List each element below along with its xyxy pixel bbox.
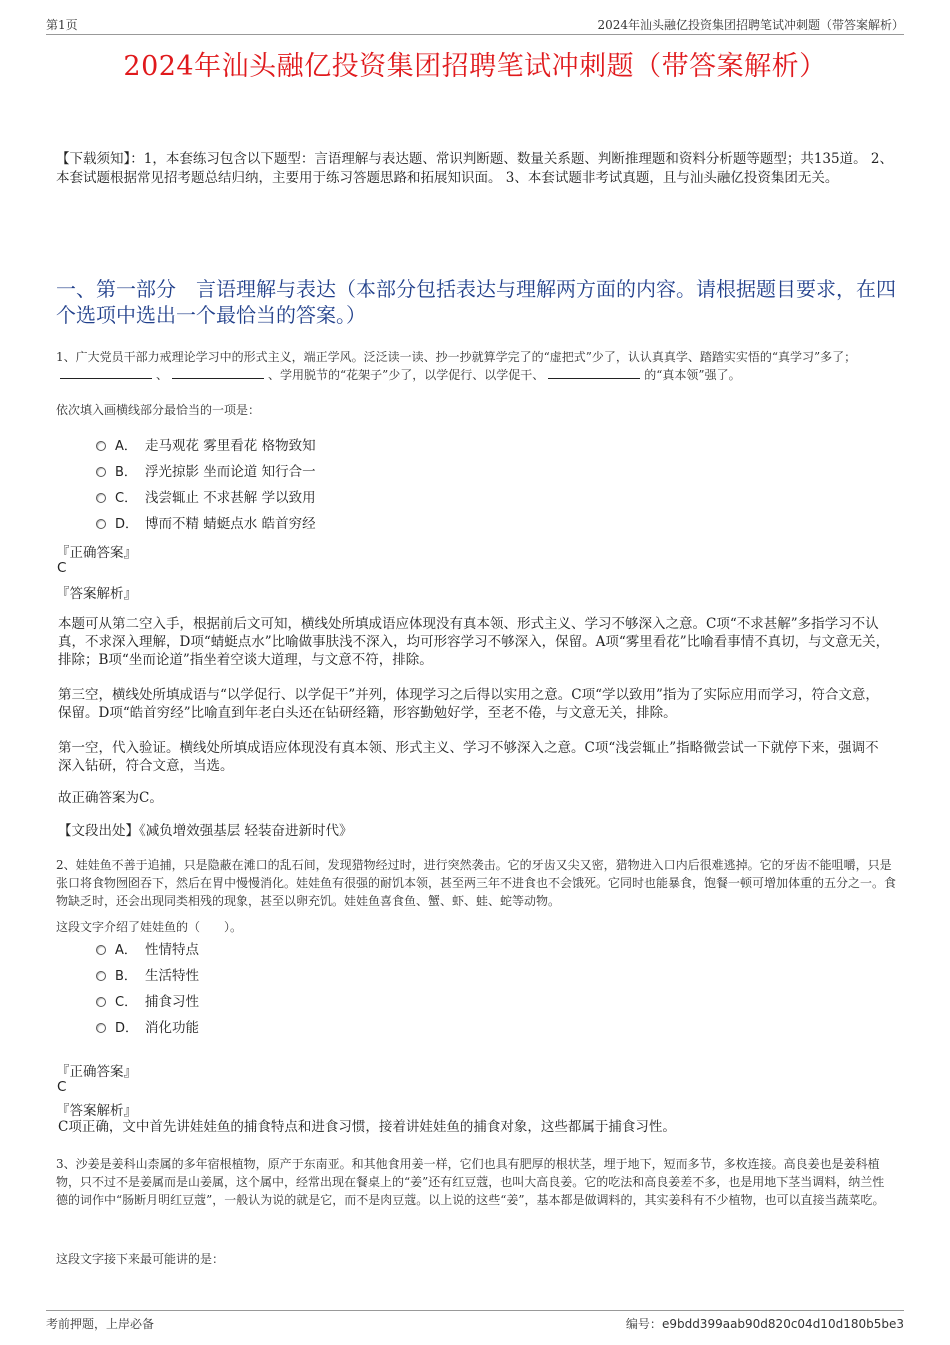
fill-blank-2 xyxy=(172,366,264,379)
option-c[interactable]: C． 浅尝辄止 不求甚解 学以致用 xyxy=(96,485,316,511)
question-1-stem-text-a: 1、广大党员干部力戒理论学习中的形式主义，端正学风。泛泛读一读、抄一抄就算学完了的“虚把式”少了，认认真真学、踏踏实实悟的“真学习”多了； xyxy=(56,350,857,364)
question-2-prompt: 这段文字介绍了娃娃鱼的（ ）。 xyxy=(56,920,243,934)
option-d[interactable]: D． 消化功能 xyxy=(96,1015,199,1041)
question-2-options xyxy=(96,937,199,1041)
analysis-paragraph-2: 第三空，横线处所填成语与“以学促行、以学促干”并列，体现学习之后得以实用之意。C项“学以致用”指为了实际应用而学习，符合文意，保留。D项“皓首穷经”比喻直到年老白头还在钻研经籍，形容勤勉好学，至老不倦，与文意无关，排除。 xyxy=(58,687,879,721)
radio-icon[interactable] xyxy=(96,1023,106,1033)
question-2-stem: 2、娃娃鱼不善于追捕，只是隐蔽在滩口的乱石间，发现猎物经过时，进行突然袭击。它的牙齿又尖又密，猎物进入口内后很难逃掉。它的牙齿不能咀嚼，只是张口将食物囫囵吞下，然后在胃中慢慢消化。娃娃鱼有很强的耐饥本领，甚至两三年不进食也不会饿死。它同时也能暴食，饱餐一顿可增加体重的五分之一。食物缺乏时，还会出现同类相残的现象，甚至以卵充饥。娃娃鱼喜食鱼、蟹、虾、蛙、蛇等动物。 xyxy=(56,858,897,908)
answer-analysis-label: 『答案解析』 xyxy=(56,586,137,602)
question-1-options xyxy=(96,433,316,537)
question-1-prompt: 依次填入画横线部分最恰当的一项是： xyxy=(56,403,261,417)
header-doc-title: 2024年汕头融亿投资集团招聘笔试冲刺题（带答案解析） xyxy=(597,18,904,32)
footer-slogan: 考前押题，上岸必备 xyxy=(46,1317,155,1331)
option-a[interactable]: A． 走马观花 雾里看花 格物致知 xyxy=(96,433,316,459)
correct-answer: C xyxy=(57,560,67,576)
fill-blank-1 xyxy=(60,366,152,379)
radio-icon[interactable] xyxy=(96,997,106,1007)
document-code xyxy=(626,1315,904,1332)
text-source: 【文段出处】《减负增效强基层 轻装奋进新时代》 xyxy=(58,823,353,839)
radio-icon[interactable] xyxy=(96,945,106,955)
fill-blank-3 xyxy=(548,366,640,379)
code-label: 编号： xyxy=(625,1317,662,1331)
page-footer xyxy=(46,1310,904,1333)
analysis-paragraph-1: 本题可从第二空入手，根据前后文可知，横线处所填成语应体现没有真本领、形式主义、学习不够深入之意。C项“不求甚解”多指学习不认真，不求深入理解，D项“蜻蜓点水”比喻做事肤浅不深入，均可形容学习不够深入，保留。A项“雾里看花”比喻看事情不真切，与文意无关，排除；B项“坐而论道”指坐着空谈大道理，与文意不符，排除。 xyxy=(58,616,890,668)
document-title: 2024年汕头融亿投资集团招聘笔试冲刺题（带答案解析） xyxy=(123,51,827,82)
section-heading: 一、第一部分 言语理解与表达（本部分包括表达与理解两方面的内容。请根据题目要求，在四个选项中选出一个最恰当的答案。） xyxy=(56,277,896,327)
question-3-prompt: 这段文字接下来最可能讲的是： xyxy=(56,1252,225,1266)
option-b[interactable]: B． 浮光掠影 坐而论道 知行合一 xyxy=(96,459,316,485)
analysis-conclusion: 故正确答案为C。 xyxy=(58,790,163,806)
radio-icon[interactable] xyxy=(96,971,106,981)
question-1-stem xyxy=(56,348,896,384)
option-c[interactable]: C． 捕食习性 xyxy=(96,989,199,1015)
correct-answer-label: 『正确答案』 xyxy=(56,545,137,561)
option-d[interactable]: D． 博而不精 蜻蜓点水 皓首穷经 xyxy=(96,511,316,537)
radio-icon[interactable] xyxy=(96,467,106,477)
radio-icon[interactable] xyxy=(96,493,106,503)
option-a[interactable]: A． 性情特点 xyxy=(96,937,199,963)
download-notice: 【下载须知】：1，本套练习包含以下题型：言语理解与表达题、常识判断题、数量关系题、判断推理题和资料分析题等题型；共135道。 2、本套试题根据常见招考题总结归纳，主要用于练习答题思路和拓展知识面。 3、本套试题非考试真题，且与汕头融亿投资集团无关。 xyxy=(56,151,893,186)
page-header xyxy=(46,14,904,35)
correct-answer-label: 『正确答案』 xyxy=(56,1064,137,1080)
option-b[interactable]: B． 生活特性 xyxy=(96,963,199,989)
question-1-stem-text-b: 、学用脱节的“花架子”少了，以学促行、以学促干、 xyxy=(268,368,545,382)
page-number: 第1页 xyxy=(46,18,78,32)
blank-separator: 、 xyxy=(156,368,169,382)
analysis-paragraph: C项正确，文中首先讲娃娃鱼的捕食特点和进食习惯，接着讲娃娃鱼的捕食对象，这些都属于捕食习性。 xyxy=(58,1119,676,1135)
question-1-stem-text-c: 的“真本领”强了。 xyxy=(644,368,741,382)
radio-icon[interactable] xyxy=(96,441,106,451)
question-3-stem: 3、沙姜是姜科山柰属的多年宿根植物，原产于东南亚。和其他食用姜一样，它们也具有肥厚的根状茎，埋于地下，短而多节，多枚连接。高良姜也是姜科植物，只不过不是姜属而是山姜属，这个属中，经常出现在餐桌上的“姜”还有红豆蔻，也叫大高良姜。它的吃法和高良姜差不多，也是用地下茎当调料，纳兰性德的词作中“肠断月明红豆蔻”，一般认为说的就是它，而不是肉豆蔻。以上说的这些“姜”，基本都是做调料的，其实姜科有不少植物，也可以直接当蔬菜吃。 xyxy=(56,1157,885,1207)
answer-analysis-label: 『答案解析』 xyxy=(56,1103,137,1119)
code-value: e9bdd399aab90d820c04d10d180b5be3 xyxy=(661,1317,904,1331)
correct-answer: C xyxy=(57,1079,67,1095)
radio-icon[interactable] xyxy=(96,519,106,529)
analysis-paragraph-3: 第一空，代入验证。横线处所填成语应体现没有真本领、形式主义、学习不够深入之意。C项“浅尝辄止”指略微尝试一下就停下来，强调不深入钻研，符合文意，当选。 xyxy=(58,740,879,774)
